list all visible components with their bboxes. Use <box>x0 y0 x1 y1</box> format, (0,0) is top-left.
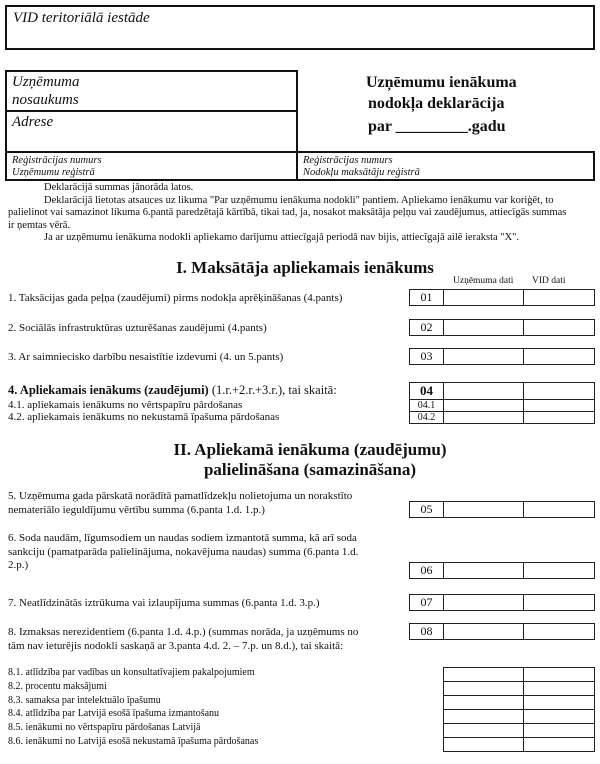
vid-data-field-01[interactable] <box>524 293 594 308</box>
column-header-vid-data: VID dati <box>532 276 566 286</box>
row-code-05: 05 <box>409 501 444 518</box>
row-code-01: 01 <box>409 289 444 306</box>
company-data-input-06[interactable] <box>443 562 524 579</box>
company-data-field-02[interactable] <box>444 323 523 338</box>
vid-data-field-02[interactable] <box>524 323 594 338</box>
row-label-05: 5. Uzņēmuma gada pārskatā norādītā pamatlīdzekļu nolietojuma un norakstīto nemateriālo ieguldījumu vērtību summa (6.panta 1.d. 1.p.) <box>8 490 353 516</box>
company-data-field-8-6[interactable] <box>444 742 523 755</box>
note-1: Deklarācijā summas jānorāda latos. <box>44 182 194 193</box>
company-data-field-08[interactable] <box>444 627 523 642</box>
subitems-list <box>8 666 258 749</box>
company-data-input-07[interactable] <box>443 594 524 611</box>
row-label-04-1: 4.1. apliekamais ienākums no vērtspapīru pārdošanas <box>8 399 243 411</box>
company-data-field-05[interactable] <box>444 505 523 520</box>
note-2-line-1: Deklarācijā lietotas atsauces uz likuma "Par uzņēmumu ienākuma nodokli" pantiem. Apliekamo ienākumu var koriģēt, to <box>44 194 554 206</box>
declaration-title <box>366 72 517 137</box>
subitem-row-8-1 <box>443 667 595 681</box>
company-data-field-04-2[interactable] <box>444 417 523 428</box>
vid-data-input-07[interactable] <box>523 594 595 611</box>
vid-data-field-06[interactable] <box>524 566 594 581</box>
section-2-title-line-1: II. Apliekamā ienākuma (zaudējumu) <box>173 440 447 459</box>
subitem-8-5: 8.5. ienākumi no vērtspapīru pārdošanas Latvijā <box>8 722 201 734</box>
subitem-row-8-2 <box>443 681 595 695</box>
title-line-3-year: par _________.gadu <box>368 118 506 135</box>
subitem-8-1: 8.1. atlīdzība par vadības un konsultatīvajiem pakalpojumiem <box>8 667 255 678</box>
title-line-1: Uzņēmumu ienākuma <box>366 74 517 91</box>
company-data-input-01[interactable] <box>443 289 524 306</box>
vid-data-input-8-3[interactable] <box>523 695 595 710</box>
row-code-04-1: 04.1 <box>409 399 444 412</box>
row-code-02: 02 <box>409 319 444 336</box>
vid-data-input-02[interactable] <box>523 319 595 336</box>
company-data-input-8-2[interactable] <box>443 681 524 696</box>
reg-company-label: Reģistrācijas numurs Uzņēmumu reģistrā <box>12 155 102 178</box>
section-2-title <box>0 440 600 480</box>
vid-data-input-08[interactable] <box>523 623 595 640</box>
company-data-input-8-5[interactable] <box>443 723 524 738</box>
company-data-input-8-3[interactable] <box>443 695 524 710</box>
company-data-field-01[interactable] <box>444 293 523 308</box>
vid-data-input-04-2[interactable] <box>523 411 595 424</box>
subitem-row-8-5 <box>443 723 595 737</box>
row-code-07: 07 <box>409 594 444 611</box>
row-label-02: 2. Sociālās infrastruktūras uzturēšanas zaudējumi (4.pants) <box>8 322 267 334</box>
note-3: Ja ar uzņēmumu ienākuma nodokli apliekamo darījumu attiecīgajā periodā nav bijis, attiecīgajā ailē ieraksta "X". <box>44 232 520 243</box>
section-2-title-line-2: palielināšana (samazināšana) <box>203 460 417 479</box>
company-data-input-8-6[interactable] <box>443 737 524 752</box>
address-label: Adrese <box>12 114 54 130</box>
subitem-8-3: 8.3. samaksa par intelektuālo īpašumu <box>8 694 161 706</box>
row-code-06: 06 <box>409 562 444 579</box>
vid-data-field-07[interactable] <box>524 598 594 613</box>
vid-data-field-08[interactable] <box>524 627 594 642</box>
row-label-03: 3. Ar saimniecisko darbību nesaistītie izdevumi (4. un 5.pants) <box>8 351 284 363</box>
reg-number-taxpayer-register-field[interactable] <box>296 151 595 181</box>
company-name-label-1: Uzņēmuma <box>12 74 80 90</box>
company-data-input-05[interactable] <box>443 501 524 518</box>
company-data-field-03[interactable] <box>444 352 523 367</box>
note-2-line-3: ir ņemtas vērā. <box>8 219 71 231</box>
vid-data-input-8-6[interactable] <box>523 737 595 752</box>
subitem-row-8-3 <box>443 695 595 709</box>
vid-data-input-03[interactable] <box>523 348 595 365</box>
vid-data-field-8-6[interactable] <box>524 742 594 755</box>
vid-data-input-8-1[interactable] <box>523 667 595 682</box>
vid-data-input-05[interactable] <box>523 501 595 518</box>
company-name-field[interactable] <box>5 70 298 112</box>
row-code-08: 08 <box>409 623 444 640</box>
subitem-row-8-4 <box>443 709 595 723</box>
company-data-input-02[interactable] <box>443 319 524 336</box>
company-data-input-8-1[interactable] <box>443 667 524 682</box>
vid-data-input-04[interactable] <box>523 382 595 400</box>
company-data-field-07[interactable] <box>444 598 523 613</box>
subitem-8-4: 8.4. atlīdzība par Latvijā esošā īpašuma izmantošanu <box>8 708 220 720</box>
row-label-04-rest: (1.r.+2.r.+3.r.), tai skaitā: <box>208 383 337 397</box>
vid-data-input-01[interactable] <box>523 289 595 306</box>
territorial-office-field[interactable] <box>5 5 595 50</box>
vid-data-field-03[interactable] <box>524 352 594 367</box>
vid-data-field-05[interactable] <box>524 505 594 520</box>
vid-data-input-8-5[interactable] <box>523 723 595 738</box>
vid-data-input-8-4[interactable] <box>523 709 595 724</box>
row-code-04-2: 04.2 <box>409 411 444 424</box>
company-data-field-06[interactable] <box>444 566 523 581</box>
row-label-04-2: 4.2. apliekamais ienākums no nekustamā īpašuma pārdošanas <box>8 411 280 423</box>
row-code-03: 03 <box>409 348 444 365</box>
subitems-table <box>443 667 595 751</box>
company-data-input-04[interactable] <box>443 382 524 400</box>
vid-data-input-8-2[interactable] <box>523 681 595 696</box>
row-label-06: 6. Soda naudām, līgumsodiem un naudas sodiem izmantotā summa, kā arī soda sankciju (pamatparāda palielinājuma, nokavējuma naudas) summa (6.panta 1.d. 2.p.) <box>8 532 359 571</box>
company-data-input-08[interactable] <box>443 623 524 640</box>
row-label-04 <box>8 383 337 398</box>
vid-data-input-06[interactable] <box>523 562 595 579</box>
row-label-07: 7. Neatlīdzinātās iztrūkuma vai izlaupījuma summas (6.panta 1.d. 3.p.) <box>8 597 320 609</box>
territorial-office-label: VID teritoriālā iestāde <box>13 10 150 26</box>
instructions <box>8 182 593 245</box>
subitem-8-2: 8.2. procentu maksājumi <box>8 680 107 692</box>
subitem-8-6: 8.6. ienākumi no Latvijā esošā nekustamā īpašuma pārdošanas <box>8 735 259 747</box>
row-label-08: 8. Izmaksas nerezidentiem (6.panta 1.d. 4.p.) (summas norāda, ja uzņēmums no tām nav ieturējis nodokli saskaņā ar 3.panta 4.d. 2. – 7.p. un 8.d.), tai skaitā: <box>8 626 359 652</box>
row-label-04-bold: 4. Apliekamais ienākums (zaudējumi) <box>8 383 209 397</box>
subitem-row-8-6 <box>443 737 595 751</box>
address-field[interactable] <box>5 110 298 153</box>
title-line-2: nodokļa deklarācija <box>368 95 505 112</box>
reg-number-company-register-field[interactable] <box>5 151 298 181</box>
company-data-input-03[interactable] <box>443 348 524 365</box>
note-2-line-2: palielinot vai samazinot likuma 6.pantā paredzētajā kārtībā, tikai tad, ja, nosakot maksātāja peļņu vai zaudējumus, attiecīgās summas <box>8 207 567 218</box>
company-data-input-8-4[interactable] <box>443 709 524 724</box>
column-header-company-data: Uzņēmuma dati <box>453 276 514 286</box>
row-label-01: 1. Taksācijas gada peļņa (zaudējumi) pirms nodokļa aprēķināšanas (4.pants) <box>8 292 343 304</box>
vid-data-field-04-2[interactable] <box>524 417 594 428</box>
section-1-title: I. Maksātāja apliekamais ienākums <box>176 258 434 277</box>
reg-tax-label: Reģistrācijas numurs Nodokļu maksātāju reģistrā <box>303 155 420 178</box>
company-data-input-04-2[interactable] <box>443 411 524 424</box>
row-code-04: 04 <box>409 382 444 400</box>
company-name-label-2: nosaukums <box>12 92 79 108</box>
